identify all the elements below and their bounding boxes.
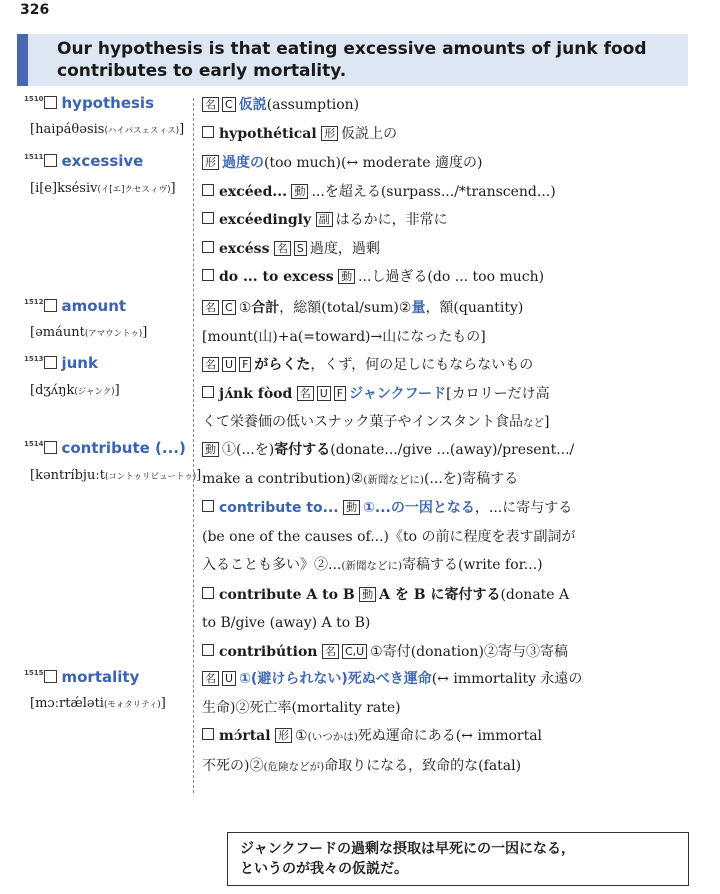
checkbox-icon[interactable] [202,500,214,512]
uncountable-tag: U [222,671,236,686]
pronunciation-contribute: [kəntríbjuːt(コントゥリビュートゥ)] [30,468,202,483]
singular-tag: S [294,241,307,256]
formal-tag: F [334,386,346,401]
countable-tag: C [222,300,236,315]
column-divider [193,98,194,793]
pos-label: 動 [338,269,355,284]
definition-excessive [202,149,692,292]
def-continuation: 生命)②死亡率(mortality rate) [202,699,401,716]
entry-number: 1511 [24,153,44,161]
def-line: 形 過度の(too much)(↔ moderate 適度の) [202,149,692,178]
derivative-line: excéss 名 S 過度，過剰 [202,235,692,264]
meaning-highlight: ①(避けられない)死ぬべき運命 [239,671,432,687]
def-line: 名 C 仮説(assumption) [202,91,692,120]
checkbox-icon[interactable] [202,126,214,138]
entry-number: 1513 [24,355,44,363]
uncountable-tag: U [317,386,331,401]
banner-accent-bar [17,34,28,86]
headword-contribute [24,439,186,457]
pos-label: 形 [275,728,292,743]
meaning-highlight: 過度の [222,155,264,171]
headword-text: excessive [61,152,144,170]
checkbox-icon[interactable] [202,269,214,281]
checkbox-icon[interactable] [202,728,214,740]
derivative-line: contribútion 名 C,U ①寄付(donation)②寄与③寄稿 [202,638,692,667]
definition-junk [202,351,692,438]
derivative-line: hypothétical 形 仮説上の [202,120,692,149]
pronunciation-junk: [dʒʌ́ŋk(ジャンク)] [30,383,120,398]
countable-tag: C [222,97,236,112]
uncountable-tag: U [222,357,236,372]
checkbox-icon[interactable] [202,184,214,196]
pronunciation-hypothesis: [haipáθəsis(ハイパスェスィス)] [30,122,185,137]
pos-label: 動 [343,500,360,515]
definition-mortality [202,665,692,781]
definition-hypothesis [202,91,692,148]
translation-line: というのが我々の仮説だ。 [240,861,408,877]
pos-label: 副 [316,212,333,227]
def-line: 動 ①(...を)寄付する(donate.../give ...(away)/present.../ [202,436,692,465]
headword-mortality [24,668,139,686]
countable-uncountable-tag: C,U [342,644,367,659]
def-continuation: to B/give (away) A to B) [202,615,371,631]
def-continuation: make a contribution)②(新聞などに)(...を)寄稿する [202,470,519,487]
pos-label: 動 [291,184,308,199]
pos-label: 動 [359,587,376,602]
translation-line: ジャンクフードの過剰な摂取は早死にの一因になる， [240,841,576,857]
pos-label: 名 [297,386,314,401]
example-sentence-banner [17,34,688,86]
checkbox-icon[interactable] [44,441,57,454]
headword-text: mortality [61,668,140,686]
def-continuation: くて栄養価の低いスナック菓子やインスタント食品など] [202,414,550,430]
phrase-highlight: contribute to... [219,500,339,516]
meaning-highlight: 量 [411,300,426,316]
headword-junk [24,354,98,372]
headword-text: junk [61,354,98,372]
headword-excessive [24,152,143,170]
checkbox-icon[interactable] [44,96,57,109]
definition-contribute [202,436,692,666]
def-line: 名 U ①(避けられない)死ぬべき運命(↔ immortality 永遠の [202,665,692,694]
phrase-line: contribute to... 動 ①...の一因となる，...に寄与する [202,494,692,523]
checkbox-icon[interactable] [202,587,214,599]
headword-text: contribute (...) [61,439,186,457]
def-continuation: 不死の)②(危険などが)命取りになる，致命的な(fatal) [202,757,522,774]
pos-label: 名 [202,671,219,686]
page-number: 326 [20,2,50,18]
pos-label: 形 [321,126,338,141]
entry-number: 1512 [24,298,44,306]
definition-amount [202,294,692,351]
headword-text: hypothesis [61,94,155,112]
pos-label: 形 [202,155,219,170]
phrase-line: do ... to excess 動 ...し過ぎる(do ... too much) [202,263,692,292]
entry-number: 1514 [24,440,44,448]
derivative-line: excéedingly 副 はるかに，非常に [202,206,692,235]
checkbox-icon[interactable] [44,299,57,312]
def-continuation: 入ることも多い》②...(新聞などに)寄稿する(write for...) [202,557,543,573]
meaning-highlight: ジャンクフード [349,385,447,402]
meaning-highlight: ①...の一因となる [363,500,475,516]
pos-label: 名 [274,241,291,256]
checkbox-icon[interactable] [44,670,57,683]
derivative-line: excéed... 動 ...を超える(surpass.../*transcend...) [202,178,692,207]
headword-text: amount [61,297,127,315]
pronunciation-mortality: [mɔːrtǽləti(モォタリティ)] [30,696,166,711]
entry-number: 1510 [24,95,44,103]
checkbox-icon[interactable] [202,212,214,224]
translation-box [227,832,689,886]
pos-label: 名 [202,300,219,315]
pronunciation-amount: [əmáunt(アマウントゥ)] [30,325,148,340]
def-continuation: (be one of the causes of...)《to の前に程度を表す副詞が [202,528,576,545]
headword-hypothesis [24,94,154,112]
translation-text [240,839,575,879]
formal-tag: F [239,357,251,372]
checkbox-icon[interactable] [44,356,57,369]
phrase-line: contribute A to B 動 A を B に寄付する(donate A [202,581,692,610]
derivative-line: jʌ́nk fòod 名 U F ジャンクフード[カロリーだけ高 [202,380,692,409]
checkbox-icon[interactable] [202,241,214,253]
example-sentence: Our hypothesis is that eating excessive amounts of junk food contributes to early mortality. [57,39,647,81]
headword-amount [24,297,126,315]
pos-label: 名 [322,644,339,659]
checkbox-icon[interactable] [202,386,214,398]
etymology-line: [mount(山)+a(=toward)→山になったもの] [202,328,486,345]
meaning-highlight: 仮説 [238,97,267,113]
checkbox-icon[interactable] [202,644,214,656]
pos-label: 名 [202,97,219,112]
derivative-line: mɔ́rtal 形 ①(いつかは)死ぬ運命にある(↔ immortal [202,722,692,752]
def-line: 名 U F がらくた，くず，何の足しにもならないもの [202,351,692,380]
checkbox-icon[interactable] [44,154,57,167]
pronunciation-excessive: [i[e]ksésiv(イ[エ]クセスィヴ)] [30,181,176,196]
pos-label: 動 [202,442,219,457]
def-line: 名 C ①合計，総額(total/sum)②量，額(quantity) [202,294,692,323]
entry-number: 1515 [24,669,44,677]
pos-label: 名 [202,357,219,372]
